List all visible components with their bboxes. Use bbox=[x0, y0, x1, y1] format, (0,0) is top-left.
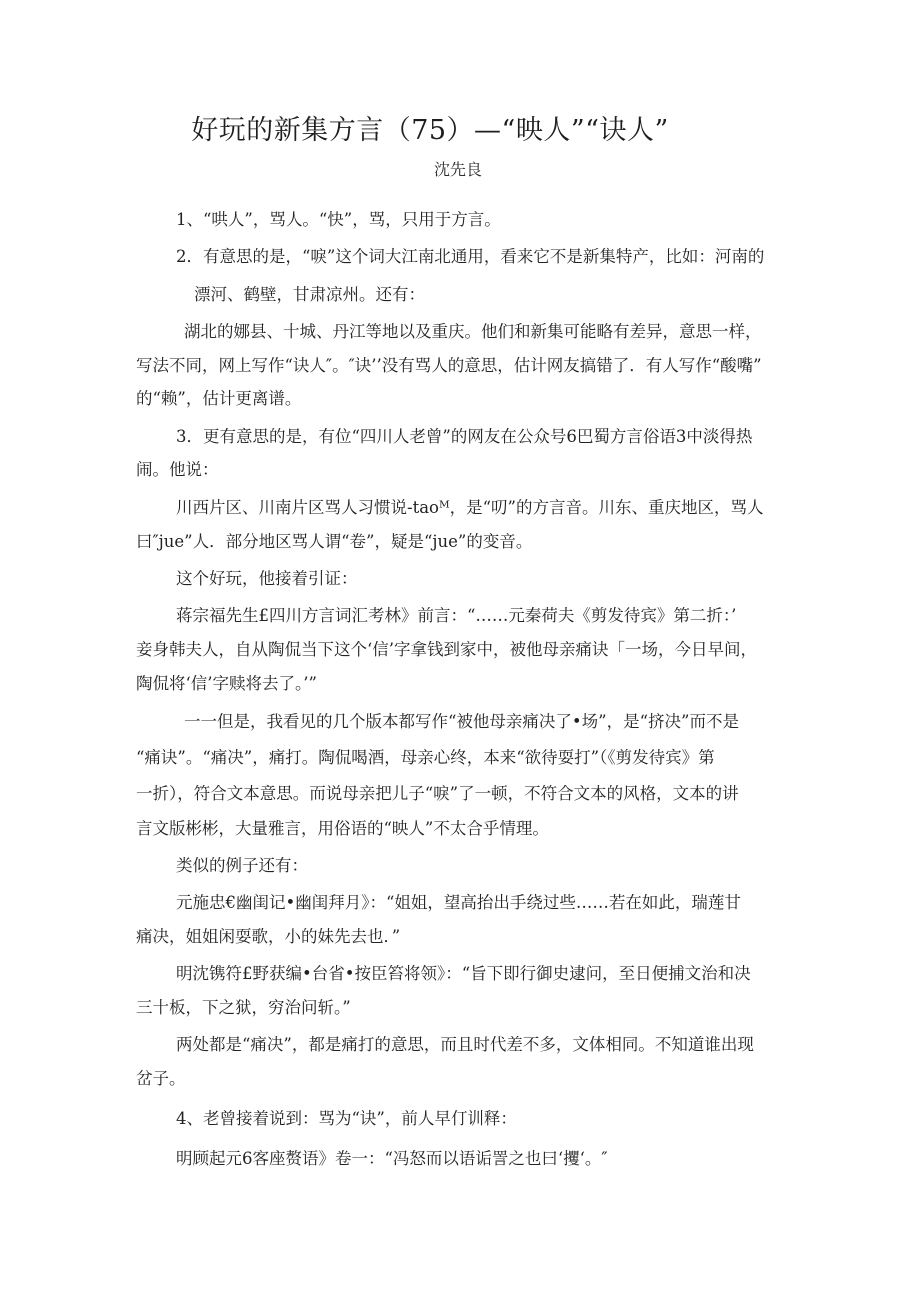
paragraph-line: 言文版彬彬，大量雅言，用俗语的“映人”不太合乎情理。 bbox=[136, 819, 549, 838]
paragraph-line: 明顾起元6客座赘语》卷一：“冯怒而以语诟詈之也曰‘攫‘。″ bbox=[176, 1149, 608, 1168]
paragraph-line: 一一但是，我看见的几个版本都写作“被他母亲痛决了•场”，是“挤决”而不是 bbox=[184, 712, 739, 731]
paragraph-line: 三十板，下之狱，穷治问斩。” bbox=[136, 998, 351, 1017]
paragraph-line: 陶侃将‘信’字赎将去了。’” bbox=[136, 674, 317, 693]
paragraph-line: 蒋宗福先生£四川方言词汇考林》前言：“……元秦荷夫《剪发待宾》第二折：’ bbox=[176, 606, 737, 625]
paragraph-line: 一折），符合文本意思。而说母亲把儿子“唳”了一顿，不符合文本的风格，文本的讲 bbox=[136, 784, 739, 803]
paragraph-line: 4、老曾接着说到：骂为“诀”，前人早仃训释： bbox=[176, 1109, 517, 1128]
paragraph-line: 写法不同，网上写作“诀人″。″诀’’没有骂人的意思，估计网友搞错了．有人写作“酸嘴” bbox=[136, 356, 762, 375]
paragraph-line: 岔子。 bbox=[136, 1069, 186, 1088]
paragraph-line: 闹。他说： bbox=[136, 460, 219, 479]
author-name: 沈先良 bbox=[433, 160, 482, 179]
paragraph-line: 痛决，姐姐闲耍歌，小的妹先去也．” bbox=[136, 927, 401, 946]
paragraph-line: 妾身韩夫人，自从陶侃当下这个‘信’字拿钱到家中，被他母亲痛诀「一场，今日早间， bbox=[136, 640, 757, 659]
paragraph-line: 明沈镌符£野获编•台省•按臣笞将领》：“旨下即行御史逮问，至日便捕文治和决 bbox=[176, 964, 751, 983]
paragraph-line: “痛诀”。“痛决”，痛打。陶侃喝酒，母亲心终，本来“欲待耍打”（《剪发待宾》第 bbox=[136, 748, 715, 767]
paragraph-line: 的“赖”，估计更离谱。 bbox=[136, 389, 302, 408]
paragraph-line: 2．有意思的是，“唳”这个词大江南北通用，看来它不是新集特产，比如：河南的 bbox=[176, 247, 765, 266]
paragraph-line: 湖北的娜县、十城、丹江等地以及重庆。他们和新集可能略有差异，意思一样， bbox=[184, 322, 762, 341]
paragraph-line: 3．更有意思的是，有位“四川人老曾”的网友在公众号6巴蜀方言俗语3中淡得热 bbox=[176, 427, 753, 446]
paragraph-line: 1、“哄人”，骂人。“快”，骂，只用于方言。 bbox=[176, 210, 501, 229]
paragraph-line: 这个好玩，他接着引证： bbox=[176, 569, 358, 588]
paragraph-line: 漂河、鹤壁，甘肃凉州。还有： bbox=[194, 285, 425, 304]
paragraph-line: 曰″jue”人．部分地区骂人谓“卷”，疑是“jue”的变音。 bbox=[136, 532, 533, 551]
paragraph-line: 川西片区、川南片区骂人习惯说-taoᴹ，是“叨”的方言音。川东、重庆地区，骂人 bbox=[176, 498, 764, 517]
article-title: 好玩的新集方言（75）—“映人”“诀人” bbox=[191, 115, 669, 146]
paragraph-line: 两处都是“痛决”，都是痛打的意思，而且时代差不多，文体相同。不知道谁出现 bbox=[176, 1035, 754, 1054]
paragraph-line: 类似的例子还有： bbox=[176, 856, 308, 875]
paragraph-line: 元施忠€幽闺记•幽闺拜月》：“姐姐，望高抬出手绕过些……若在如此，瑞莲甘 bbox=[176, 893, 741, 912]
